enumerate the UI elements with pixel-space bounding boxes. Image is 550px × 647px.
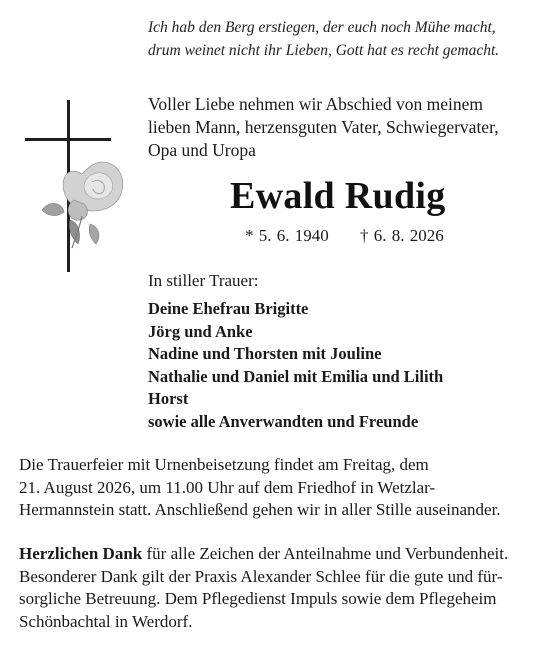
thanks-line: Schönbachtal in Werdorf.: [19, 611, 193, 631]
deceased-name: Ewald Rudig: [230, 175, 446, 217]
thanks-line-rest: für alle Zeichen der Anteilnahme und Verbundenheit.: [142, 544, 509, 563]
rose-icon: [42, 162, 123, 248]
mourning-title: In stiller Trauer:: [148, 271, 259, 290]
mourner-item: Jörg und Anke: [148, 321, 253, 341]
mourners-list: [148, 298, 443, 433]
mourner-item: Nadine und Thorsten mit Jouline: [148, 344, 382, 363]
intro-line: Opa und Uropa: [148, 140, 256, 160]
ceremony-line: 21. August 2026, um 11.00 Uhr auf dem Friedhof in Wetzlar-: [19, 477, 436, 497]
mourner-item: Deine Ehefrau Brigitte: [148, 299, 309, 318]
intro-line: lieben Mann, herzensguten Vater, Schwiegervater,: [148, 117, 499, 137]
cross-with-rose-icon: [20, 96, 140, 276]
poem-quote: [148, 16, 538, 62]
mourner-item: sowie alle Anverwandten und Freunde: [148, 411, 419, 431]
thanks-line: sorgliche Betreuung. Dem Pflegedienst Impuls sowie dem Pflegeheim: [19, 589, 497, 608]
mourner-item: Nathalie und Daniel mit Emilia und Lilith: [148, 366, 444, 386]
thanks-line: Besonderer Dank gilt der Praxis Alexander Schlee für die gute und für-: [19, 566, 503, 586]
thanks-text: [19, 543, 539, 633]
thanks-line: [19, 543, 539, 566]
poem-line: drum weinet nicht ihr Lieben, Gott hat es recht gemacht.: [148, 42, 500, 59]
ceremony-info: [19, 454, 539, 522]
death-date: † 6. 8. 2026: [360, 226, 444, 245]
birth-date: * 5. 6. 1940: [245, 226, 329, 245]
intro-text: [148, 93, 540, 162]
ceremony-line: Die Trauerfeier mit Urnenbeisetzung findet am Freitag, dem: [19, 455, 429, 474]
life-dates: [245, 226, 444, 246]
ceremony-line: Hermannstein statt. Anschließend gehen wir in aller Stille auseinander.: [19, 500, 501, 519]
mourner-item: Horst: [148, 389, 189, 408]
intro-line: Voller Liebe nehmen wir Abschied von meinem: [148, 94, 484, 114]
poem-line: Ich hab den Berg erstiegen, der euch noch Mühe macht,: [148, 19, 496, 36]
thanks-heading: Herzlichen Dank: [19, 544, 143, 563]
